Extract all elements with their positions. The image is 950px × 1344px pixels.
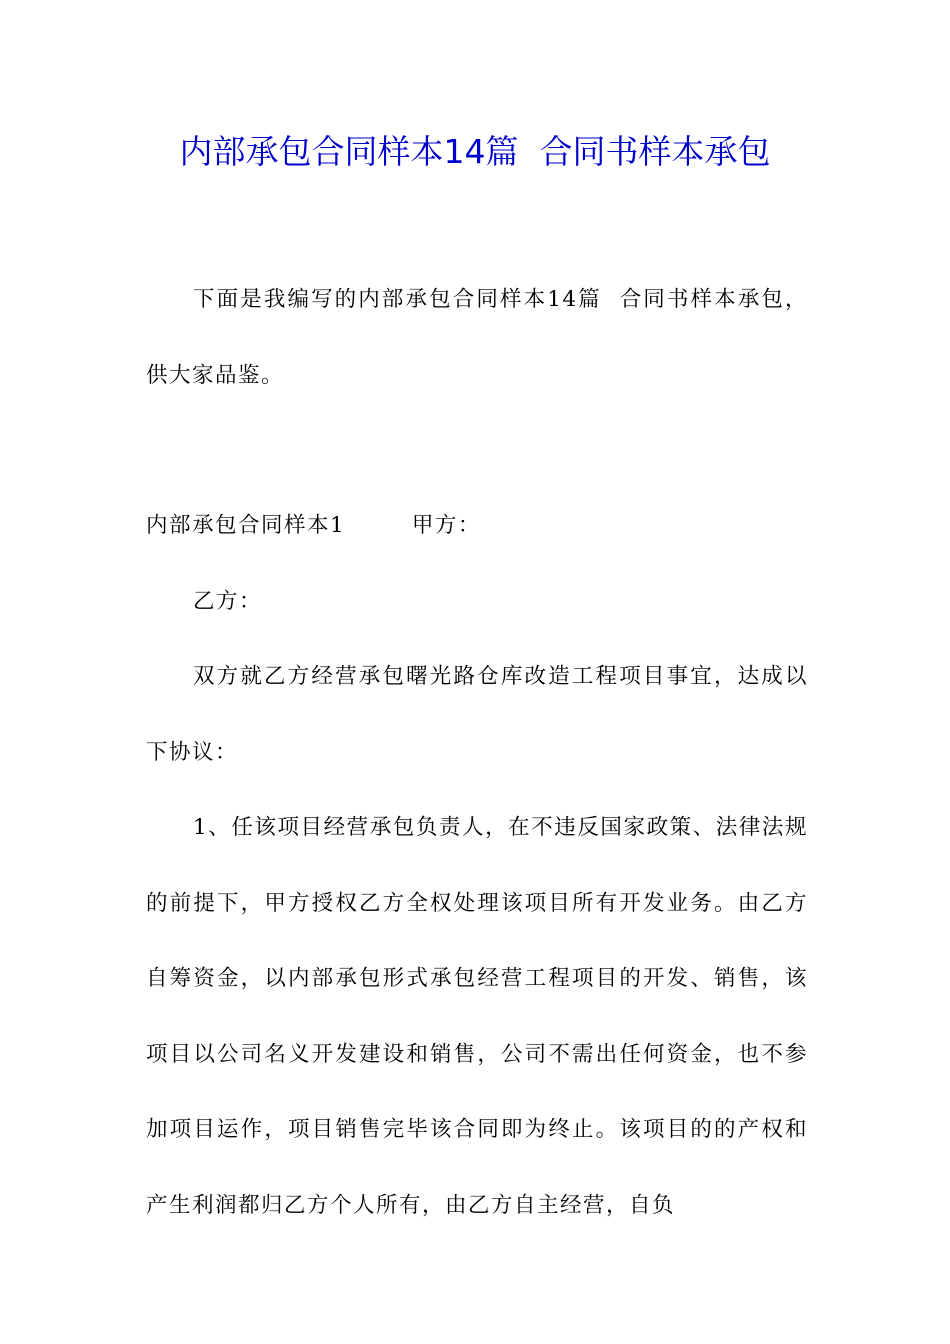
section-heading: 内部承包合同样本1 甲方：	[146, 513, 481, 538]
paragraph-gap	[146, 413, 808, 488]
intro-paragraph: 下面是我编写的内部承包合同样本14篇 合同书样本承包，供大家品鉴。	[146, 287, 808, 388]
document-body	[146, 262, 808, 1243]
party-b-line: 乙方：	[193, 588, 263, 614]
document-title: 内部承包合同样本14篇 合同书样本承包	[179, 132, 771, 171]
agreement-intro-paragraph: 双方就乙方经营承包曙光路仓库改造工程项目事宜，达成以下协议：	[146, 664, 808, 765]
clause-1-paragraph: 1、任该项目经营承包负责人，在不违反国家政策、法律法规的前提下，甲方授权乙方全权处理该项目所有开发业务。由乙方自筹资金，以内部承包形式承包经营工程项目的开发、销售，该项目以公司名义开发建设和销售，公司不需出任何资金，也不参加项目运作，项目销售完毕该合同即为终止。该项目的的产权和产生利润都归乙方个人所有，由乙方自主经营，自负	[146, 815, 808, 1218]
